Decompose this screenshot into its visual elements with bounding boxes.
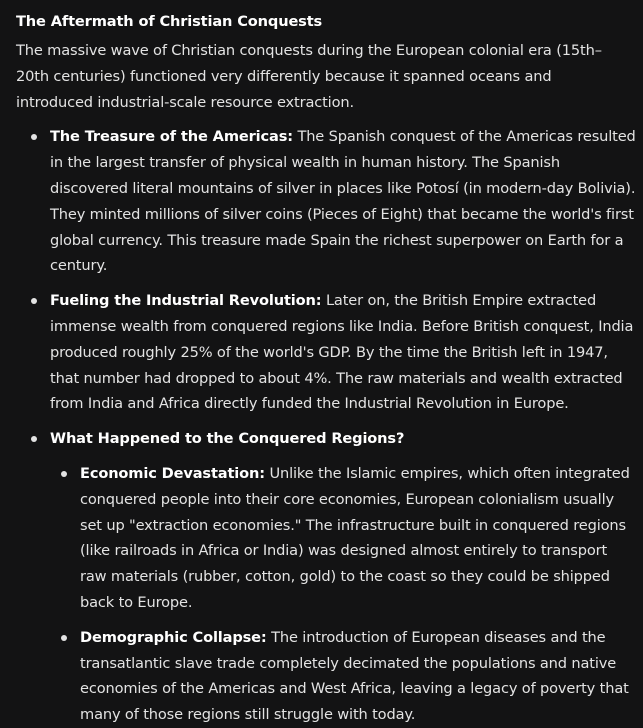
- sub-bullet-list: [50, 461, 636, 728]
- sub-list-item-text: The introduction of European diseases and the transatlantic slave trade completely decimated the populations and native economies of the Americas and West Africa, leaving a legacy of poverty that many of those regions still struggle with today.: [80, 628, 629, 724]
- list-item-treasure-americas: [16, 124, 636, 279]
- sub-list-item-demographic-collapse: [50, 625, 636, 728]
- sub-list-item-economic-devastation: [50, 461, 636, 616]
- list-item-title: Fueling the Industrial Revolution:: [50, 292, 322, 310]
- list-item-text: The Spanish conquest of the Americas resulted in the largest transfer of physical wealth in human history. The Spanish discovered literal mountains of silver in places like Potosí (in modern-day Bolivia). They minted millions of silver coins (Pieces of Eight) that became the world's first global currency. This treasure made Spain the richest superpower on Earth for a century.: [50, 128, 636, 275]
- list-item-title: What Happened to the Conquered Regions?: [50, 430, 405, 448]
- intro-paragraph: The massive wave of Christian conquests during the European colonial era (15th–20th centuries) functioned very differently because it spanned oceans and introduced industrial-scale resource extraction.: [16, 42, 602, 111]
- section-heading: The Aftermath of Christian Conquests: [16, 13, 323, 30]
- list-item-text: Later on, the British Empire extracted immense wealth from conquered regions like India. Before British conquest, India produced roughly 25% of the world's GDP. By the time the British left in 1947, that number had dropped to about 4%. The raw materials and wealth extracted from India and Africa directly funded the Industrial Revolution in Europe.: [50, 292, 634, 413]
- list-item-conquered-regions: [16, 426, 636, 728]
- list-item-industrial-revolution: [16, 288, 636, 417]
- sub-list-item-text: Unlike the Islamic empires, which often integrated conquered people into their core economies, European colonialism usually set up "extraction economies." The infrastructure built in conquered regions (like railroads in Africa or India) was designed almost entirely to transport raw materials (rubber, cotton, gold) to the coast so they could be shipped back to Europe.: [80, 464, 630, 611]
- sub-list-item-title: Demographic Collapse:: [80, 628, 267, 646]
- bullet-list: [16, 124, 636, 728]
- sub-list-item-title: Economic Devastation:: [80, 464, 265, 482]
- list-item-title: The Treasure of the Americas:: [50, 128, 293, 146]
